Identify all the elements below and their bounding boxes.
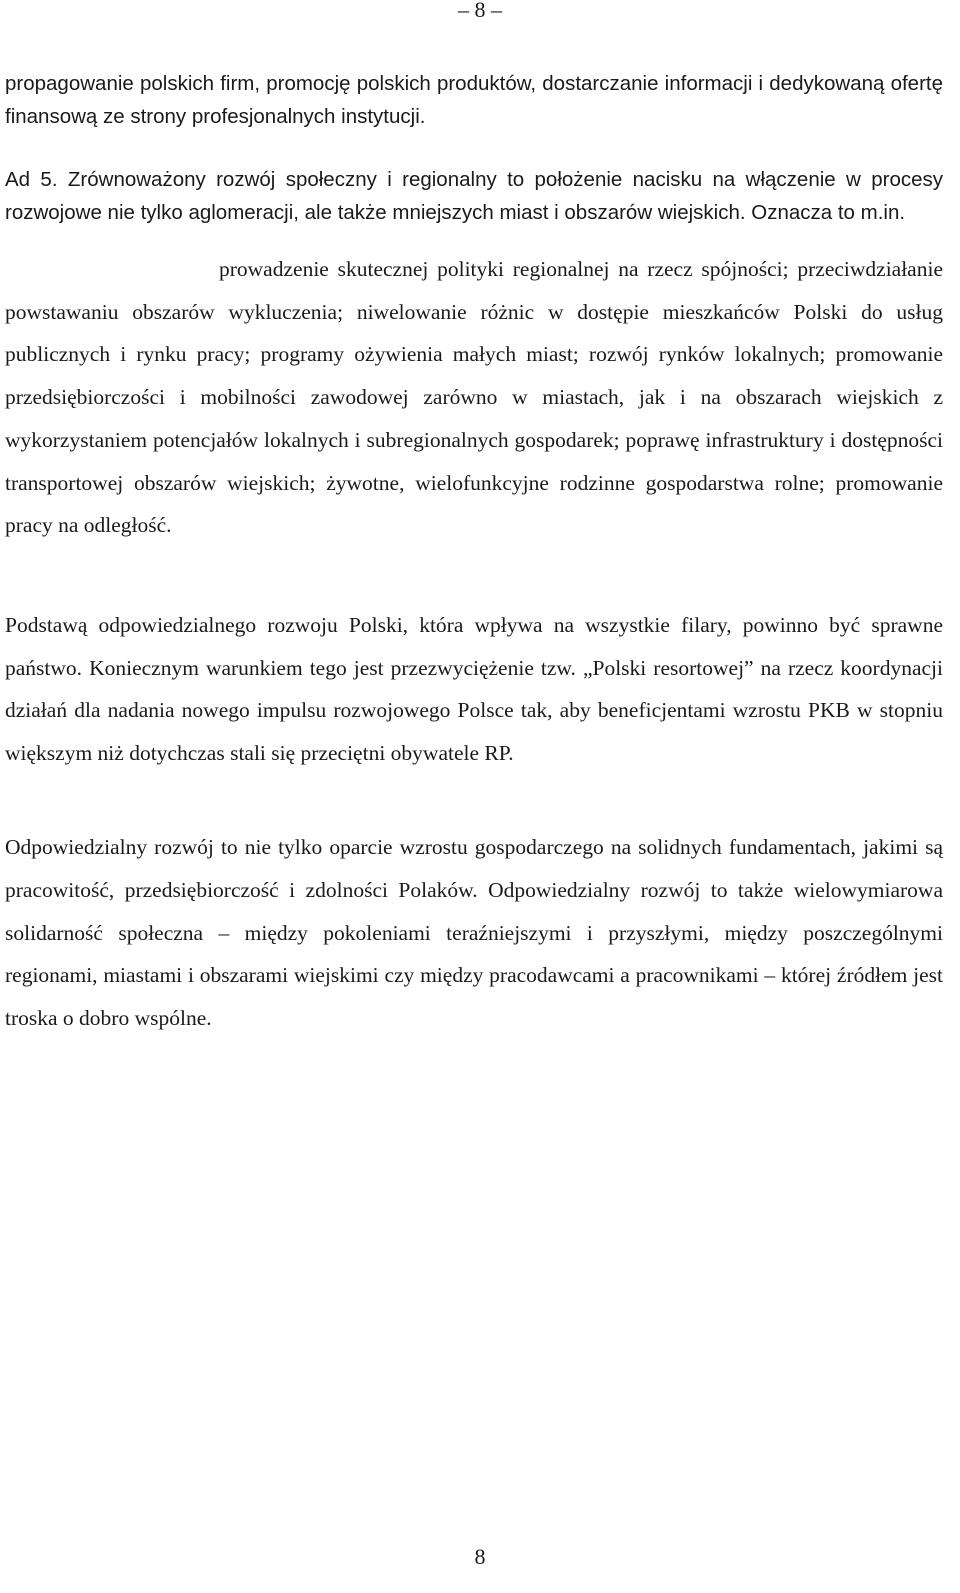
paragraph-efficient-state: Podstawą odpowiedzialnego rozwoju Polski, która wpływa na wszystkie filary, powinno być sprawne państwo. Koniecznym warunkiem tego jest przezwyciężenie tzw. „Polski resortowej” na rzecz koordynacji działań dla nadania nowego impulsu rozwojowego Polsce tak, aby beneficjentami wzrostu PKB w stopniu większym niż dotychczas stali się przeciętni obywatele RP.	[5, 613, 943, 765]
paragraph-responsible-development: Odpowiedzialny rozwój to nie tylko oparcie wzrostu gospodarczego na solidnych fundamentach, jakimi są pracowitość, przedsiębiorczość i zdolności Polaków. Odpowiedzialny rozwój to także wielowymiarowa solidarność społeczna – między pokoleniami teraźniejszymi i przyszłymi, między poszczególnymi regionami, miastami i obszarami wiejskimi czy między pracodawcami a pracownikami – której źródłem jest troska o dobro wspólne.	[5, 835, 943, 1031]
page-header-number: – 8 –	[458, 0, 502, 22]
paragraph-regional-policy-list: prowadzenie skutecznej polityki regionalnej na rzecz spójności; przeciwdziałanie powstawaniu obszarów wykluczenia; niwelowanie różnic w dostępie mieszkańców Polski do usług publicznych i rynku pracy; programy ożywienia małych miast; rozwój rynków lokalnych; promowanie przedsiębiorczości i mobilności zawodowej zarówno w miastach, jak i na obszarach wiejskich z wykorzystaniem potencjałów lokalnych i subregionalnych gospodarek; poprawę infrastruktury i dostępności transportowej obszarów wiejskich; żywotne, wielofunkcyjne rodzinne gospodarstwa rolne; promowanie pracy na odległość.	[5, 257, 943, 538]
page-footer-number: 8	[474, 1544, 486, 1569]
paragraph-ad5-intro: Ad 5. Zrównoważony rozwój społeczny i regionalny to położenie nacisku na włączenie w procesy rozwojowe nie tylko aglomeracji, ale także mniejszych miast i obszarów wiejskich. Oznacza to m.in.	[5, 168, 943, 224]
paragraph-funding-support: propagowanie polskich firm, promocję polskich produktów, dostarczanie informacji i dedykowaną ofertę finansową ze strony profesjonalnych instytucji.	[5, 72, 943, 128]
